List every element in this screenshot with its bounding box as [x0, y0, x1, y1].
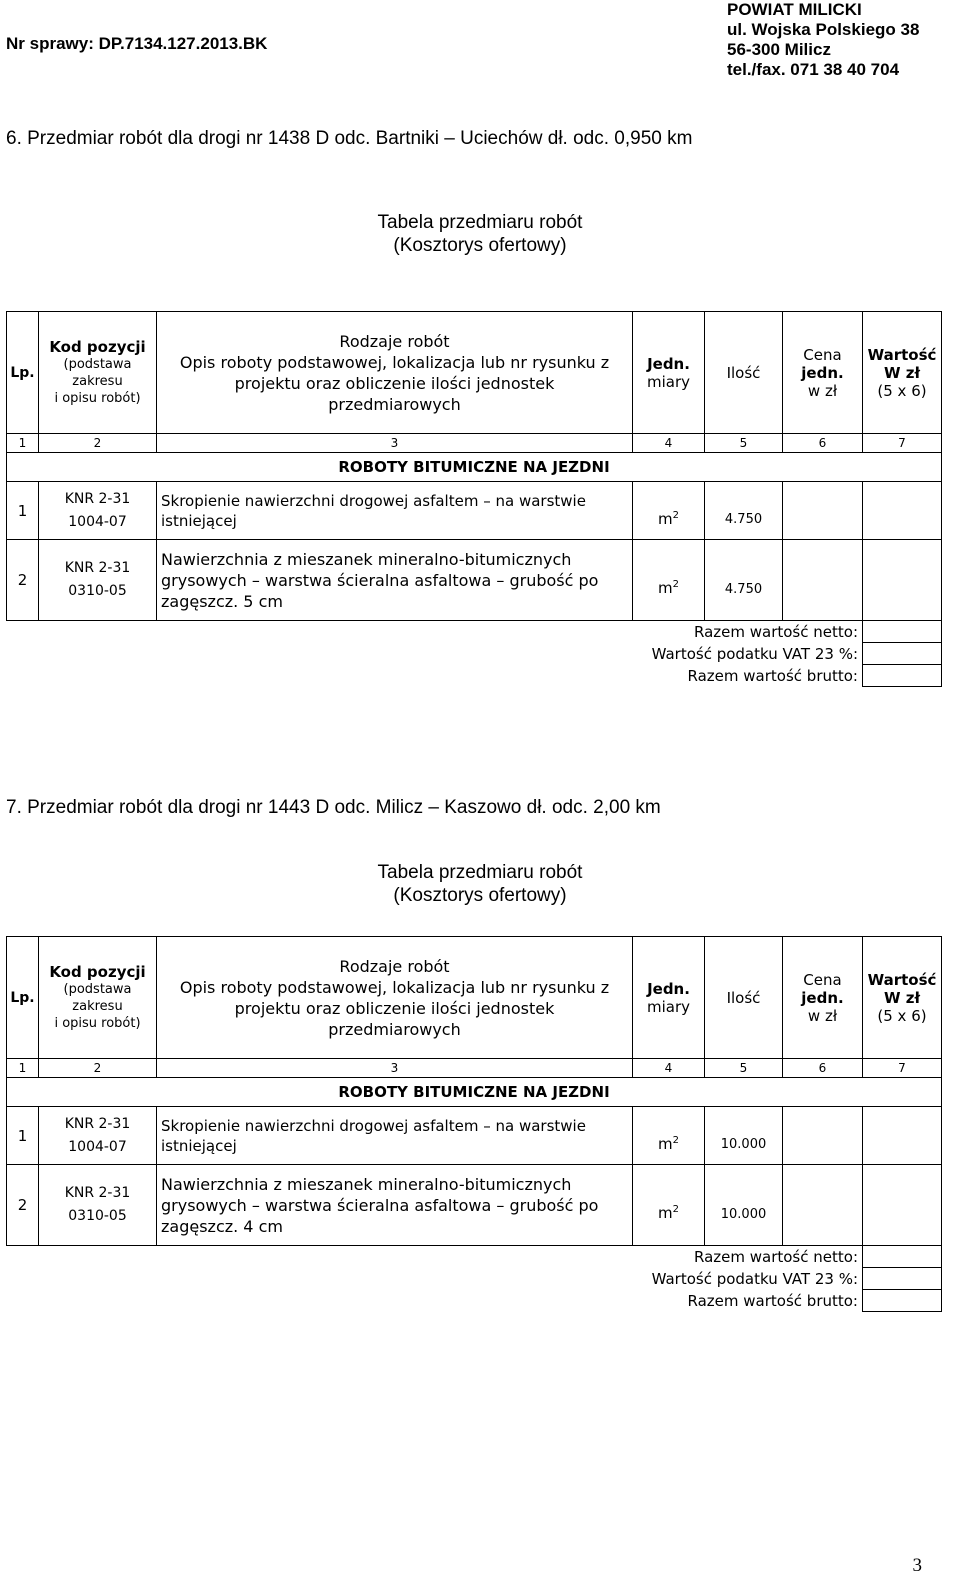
col-num: 7: [863, 434, 942, 453]
kod-sub-3: i opisu robót): [54, 390, 141, 406]
cena-line-3: w zł: [807, 381, 838, 400]
item-lp: 1: [7, 1107, 39, 1165]
kod-title: Kod pozycji: [49, 962, 146, 981]
rodzaje-sub-3: przedmiarowych: [328, 1019, 461, 1039]
col-num: 5: [705, 434, 783, 453]
rodzaje-sub-2: projektu oraz obliczenie ilości jednostek: [234, 998, 555, 1018]
item-quantity: 4.750: [705, 482, 783, 540]
col-kod-header: [39, 312, 157, 434]
sum-net-label: Razem wartość netto:: [7, 621, 863, 643]
section-title: 7. Przedmiar robót dla drogi nr 1443 D odc. Milicz – Kaszowo dł. odc. 2,00 km: [6, 797, 661, 818]
sum-gross-label: Razem wartość brutto:: [7, 665, 863, 687]
sum-row: [7, 1290, 942, 1312]
table-subtitle-line: (Kosztorys ofertowy): [393, 235, 567, 256]
org-street: ul. Wojska Polskiego 38: [727, 20, 920, 39]
sum-row: [7, 1268, 942, 1290]
col-rodzaje-header: [157, 937, 633, 1059]
unit-sup: 2: [672, 1134, 679, 1146]
category-row: [7, 1078, 942, 1107]
wartosc-line-3: (5 x 6): [877, 1006, 927, 1025]
sum-row: [7, 1246, 942, 1268]
cost-table: [6, 936, 942, 1312]
jedn-line-1: Jedn.: [647, 354, 690, 373]
rodzaje-sub-1: Opis roboty podstawowej, lokalizacja lub nr rysunku z: [179, 352, 610, 372]
item-code-line-2: 1004-07: [68, 513, 127, 530]
cena-line-1: Cena: [803, 970, 842, 989]
sum-vat-label: Wartość podatku VAT 23 %:: [7, 643, 863, 665]
col-num: 7: [863, 1059, 942, 1078]
rodzaje-sub-3: przedmiarowych: [328, 394, 461, 414]
sum-net-label: Razem wartość netto:: [7, 1246, 863, 1268]
sum-row: [7, 643, 942, 665]
table-row: [7, 1107, 942, 1165]
unit-text: m: [658, 579, 673, 597]
col-wartosc-header: [863, 937, 942, 1059]
item-description: Skropienie nawierzchni drogowej asfaltem – na warstwie istniejącej: [157, 482, 633, 540]
item-value: [863, 482, 942, 540]
item-code-line-1: KNR 2-31: [64, 1115, 131, 1132]
org-phone: tel./fax. 071 38 40 704: [727, 60, 900, 79]
item-code-line-2: 0310-05: [68, 583, 127, 599]
item-code-line-1: KNR 2-31: [64, 1185, 131, 1201]
ilosc-label: Ilość: [726, 363, 761, 382]
col-num: 3: [157, 1059, 633, 1078]
col-num: 1: [7, 1059, 39, 1078]
column-numbers-row: [7, 434, 942, 453]
page-number: 3: [912, 1555, 922, 1576]
item-quantity: 4.750: [705, 540, 783, 621]
item-code-line-2: 1004-07: [68, 1138, 127, 1155]
item-quantity: 10.000: [705, 1107, 783, 1165]
item-lp: 1: [7, 482, 39, 540]
item-value: [863, 540, 942, 621]
table-row: [7, 540, 942, 621]
unit-text: m: [658, 1204, 673, 1222]
item-unit: [633, 1107, 705, 1165]
item-unit: [633, 1165, 705, 1246]
org-name: POWIAT MILICKI: [727, 0, 862, 19]
item-code-line-1: KNR 2-31: [64, 490, 131, 507]
unit-sup: 2: [672, 579, 679, 590]
col-cena-header: [783, 937, 863, 1059]
wartosc-line-1: Wartość: [867, 970, 937, 989]
case-number: Nr sprawy: DP.7134.127.2013.BK: [6, 34, 268, 53]
sum-vat-label: Wartość podatku VAT 23 %:: [7, 1268, 863, 1290]
col-num: 6: [783, 434, 863, 453]
col-cena-header: [783, 312, 863, 434]
sum-row: [7, 621, 942, 643]
kod-sub-1: (podstawa: [63, 981, 132, 997]
cena-line-1: Cena: [803, 345, 842, 364]
table-header-row: [7, 937, 942, 1059]
category-row: [7, 453, 942, 482]
unit-sup: 2: [672, 509, 679, 521]
cost-table: [6, 311, 942, 687]
table-title-line: Tabela przedmiaru robót: [377, 212, 583, 233]
col-num: 3: [157, 434, 633, 453]
col-kod-header: [39, 937, 157, 1059]
jedn-line-2: miary: [646, 372, 690, 391]
sum-net-value: [863, 1246, 942, 1268]
organization-address: [727, 0, 919, 80]
cena-line-2: jedn.: [801, 988, 844, 1007]
rodzaje-title: Rodzaje robót: [339, 331, 450, 351]
sum-row: [7, 665, 942, 687]
unit-sup: 2: [672, 1204, 679, 1215]
column-numbers-row: [7, 1059, 942, 1078]
kod-title: Kod pozycji: [49, 337, 146, 356]
jedn-line-1: Jedn.: [647, 979, 690, 998]
item-description: Skropienie nawierzchni drogowej asfaltem – na warstwie istniejącej: [157, 1107, 633, 1165]
sum-gross-label: Razem wartość brutto:: [7, 1290, 863, 1312]
col-lp-header: Lp.: [7, 937, 39, 1059]
wartosc-line-3: (5 x 6): [877, 381, 927, 400]
rodzaje-sub-2: projektu oraz obliczenie ilości jednostek: [234, 373, 555, 393]
item-code: [39, 482, 157, 540]
category-label: ROBOTY BITUMICZNE NA JEZDNI: [7, 453, 942, 482]
rodzaje-sub-1: Opis roboty podstawowej, lokalizacja lub nr rysunku z: [179, 977, 610, 997]
item-price: [783, 482, 863, 540]
table-title-line: Tabela przedmiaru robót: [377, 862, 583, 883]
col-jedn-header: [633, 312, 705, 434]
item-code: [39, 1107, 157, 1165]
item-description: Nawierzchnia z mieszanek mineralno-bitumicznych grysowych – warstwa ścieralna asfaltowa – grubość po zagęszcz. 5 cm: [157, 540, 633, 621]
col-num: 6: [783, 1059, 863, 1078]
kod-sub-2: zakresu: [72, 373, 123, 389]
item-quantity: 10.000: [705, 1165, 783, 1246]
table-subtitle-line: (Kosztorys ofertowy): [393, 885, 567, 906]
sum-vat-value: [863, 1268, 942, 1290]
ilosc-label: Ilość: [726, 988, 761, 1007]
item-value: [863, 1107, 942, 1165]
item-code-line-1: KNR 2-31: [64, 560, 131, 576]
sum-gross-value: [863, 1290, 942, 1312]
item-value: [863, 1165, 942, 1246]
item-code: [39, 1165, 157, 1246]
kod-sub-1: (podstawa: [63, 356, 132, 372]
wartosc-line-2: W zł: [883, 988, 921, 1007]
col-num: 2: [39, 1059, 157, 1078]
cena-line-3: w zł: [807, 1006, 838, 1025]
jedn-line-2: miary: [646, 997, 690, 1016]
col-ilosc-header: [705, 312, 783, 434]
col-num: 4: [633, 434, 705, 453]
item-code-line-2: 0310-05: [68, 1208, 127, 1224]
org-city: 56-300 Milicz: [727, 40, 831, 59]
sum-vat-value: [863, 643, 942, 665]
table-row: [7, 1165, 942, 1246]
item-code: [39, 540, 157, 621]
wartosc-line-1: Wartość: [867, 345, 937, 364]
wartosc-line-2: W zł: [883, 363, 921, 382]
section-title: 6. Przedmiar robót dla drogi nr 1438 D odc. Bartniki – Uciechów dł. odc. 0,950 km: [6, 128, 693, 149]
col-wartosc-header: [863, 312, 942, 434]
item-price: [783, 540, 863, 621]
col-jedn-header: [633, 937, 705, 1059]
item-lp: 2: [7, 1165, 39, 1246]
col-num: 1: [7, 434, 39, 453]
unit-text: m: [658, 1134, 673, 1153]
table-title: [0, 861, 960, 907]
col-num: 2: [39, 434, 157, 453]
col-lp-header: Lp.: [7, 312, 39, 434]
item-lp: 2: [7, 540, 39, 621]
sum-net-value: [863, 621, 942, 643]
kod-sub-2: zakresu: [72, 998, 123, 1014]
col-num: 4: [633, 1059, 705, 1078]
unit-text: m: [658, 509, 673, 528]
table-header-row: [7, 312, 942, 434]
kod-sub-3: i opisu robót): [54, 1015, 141, 1031]
item-price: [783, 1165, 863, 1246]
sum-gross-value: [863, 665, 942, 687]
rodzaje-title: Rodzaje robót: [339, 956, 450, 976]
table-row: [7, 482, 942, 540]
col-ilosc-header: [705, 937, 783, 1059]
table-title: [0, 211, 960, 257]
col-rodzaje-header: [157, 312, 633, 434]
category-label: ROBOTY BITUMICZNE NA JEZDNI: [7, 1078, 942, 1107]
item-description: Nawierzchnia z mieszanek mineralno-bitumicznych grysowych – warstwa ścieralna asfaltowa – grubość po zagęszcz. 4 cm: [157, 1165, 633, 1246]
col-num: 5: [705, 1059, 783, 1078]
item-unit: [633, 482, 705, 540]
item-price: [783, 1107, 863, 1165]
item-unit: [633, 540, 705, 621]
cena-line-2: jedn.: [801, 363, 844, 382]
